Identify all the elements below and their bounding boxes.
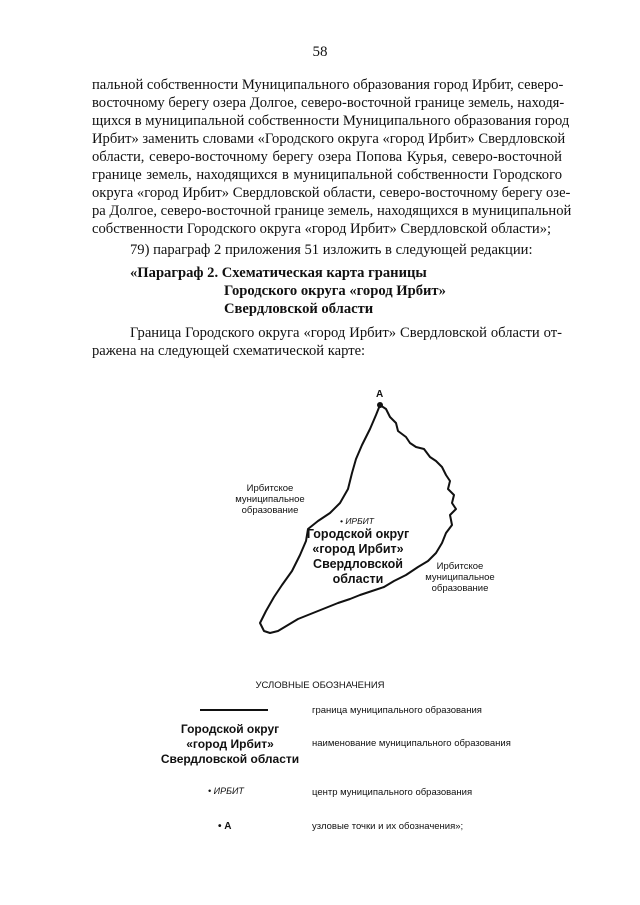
paragraph-line: восточному берегу озера Долгое, северо-восточной границе земель, находя-	[92, 95, 565, 111]
paragraph-line: ра Долгое, северо-восточной границе земель, находящихся в муниципальной	[92, 203, 572, 219]
legend-boundary-line	[200, 709, 268, 711]
paragraph-line: пальной собственности Муниципального образования город Ирбит, северо-	[92, 77, 564, 93]
neighbor-label-right: Ирбитское муниципальное образование	[425, 561, 495, 594]
paragraph-line: области, северо-восточному берегу озера Попова Курья, северо-восточной	[92, 149, 562, 165]
center-label: • ИРБИТ	[340, 516, 374, 526]
legend-boundary-desc: граница муниципального образования	[312, 705, 482, 716]
legend-center-sample: • ИРБИТ	[208, 786, 244, 796]
node-label-a: А	[376, 389, 384, 400]
section-heading-line2: Городского округа «город Ирбит»	[224, 283, 446, 299]
schematic-map	[180, 385, 520, 650]
item-79: 79) параграф 2 приложения 51 изложить в следующей редакции:	[130, 242, 533, 258]
paragraph-line: Ирбит» заменить словами «Городского округа «город Ирбит» Свердловской	[92, 131, 566, 147]
paragraph-line: собственности Городского округа «город Ирбит» Свердловской области»;	[92, 221, 552, 237]
node-point	[377, 402, 383, 408]
legend-name-desc: наименование муниципального образования	[312, 738, 511, 749]
neighbor-label-left: Ирбитское муниципальное образование	[235, 483, 305, 516]
section-heading-line3: Свердловской области	[224, 301, 374, 317]
intro-line: Граница Городского округа «город Ирбит» Свердловской области от-	[130, 325, 562, 341]
legend-center-desc: центр муниципального образования	[312, 787, 473, 798]
legend-node-sample: • А	[218, 821, 232, 832]
paragraph-line: границе земель, находящихся в муниципальной собственности Городского	[92, 167, 562, 183]
paragraph-line: щихся в муниципальной собственности Муниципального образования город	[92, 113, 570, 129]
intro-line: ражена на следующей схематической карте:	[92, 343, 366, 359]
legend-node-desc: узловые точки и их обозначения»;	[312, 821, 464, 832]
paragraph-line: округа «город Ирбит» Свердловской области, северо-восточному берегу озе-	[92, 185, 571, 201]
section-heading-line1: «Параграф 2. Схематическая карта границы	[130, 265, 427, 281]
page-number: 58	[312, 44, 328, 60]
district-name: Городской округ «город Ирбит» Свердловской области	[306, 527, 410, 586]
legend-name-sample: Городской округ «город Ирбит» Свердловской области	[160, 722, 300, 766]
legend-title: УСЛОВНЫЕ ОБОЗНАЧЕНИЯ	[255, 680, 385, 691]
